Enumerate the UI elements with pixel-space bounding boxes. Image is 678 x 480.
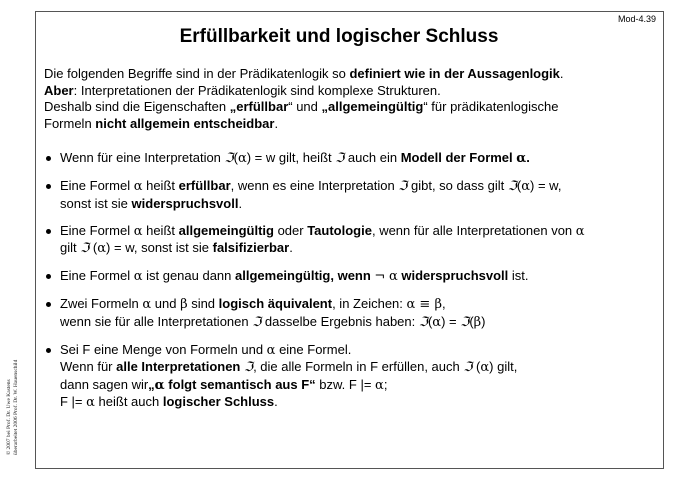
bullet-dot — [46, 274, 51, 279]
bullet-logischer-schluss: Sei F eine Menge von Formeln und α eine Formel. Wenn für alle Interpretationen ℑ, die alle Formeln in F erfüllen, auch ℑ (α) gilt, dann sagen wir„α folgt semantisch aus F“ bzw. F |= α; F |= α heißt auch logischer Schluss. — [44, 342, 654, 412]
intro-line-2: Aber: Interpretationen der Prädikatenlogik sind komplexe Strukturen. — [44, 82, 441, 98]
bullet-dot — [46, 348, 51, 353]
copyright-line: © 2007 bei Prof. Dr. Uwe Kastens — [6, 379, 12, 455]
bullet-dot — [46, 184, 51, 189]
bullet-dot — [46, 302, 51, 307]
definition-list — [44, 150, 654, 422]
bullet-dot — [46, 229, 51, 234]
bullet-erfuellbar: Eine Formel α heißt erfüllbar, wenn es eine Interpretation ℑ gibt, so dass gilt ℑ(α) = w, sonst ist sie widerspruchsvoll. — [44, 178, 654, 212]
bullet-widerspruchsvoll: Eine Formel α ist genau dann allgemeingültig, wenn ¬ α widerspruchsvoll ist. — [44, 268, 654, 286]
bullet-modell: Wenn für eine Interpretation ℑ(α) = w gilt, heißt ℑ auch ein Modell der Formel α. — [44, 150, 654, 168]
bullet-dot — [46, 156, 51, 161]
intro-line-4: Formeln nicht allgemein entscheidbar. — [44, 115, 279, 131]
slide-title: Erfüllbarkeit und logischer Schluss — [179, 26, 499, 47]
bullet-aequivalent: Zwei Formeln α und β sind logisch äquivalent, in Zeichen: α ≡ β, wenn sie für alle Interpretationen ℑ dasselbe Ergebnis haben: ℑ(α) = ℑ(β) — [44, 296, 654, 331]
copyright-note — [6, 325, 20, 455]
intro-paragraph — [44, 66, 644, 132]
revision-line: überarbeitet 2006 Prof. Dr. W. Hauenschild — [13, 359, 19, 455]
page-id: Mod-4.39 — [617, 14, 656, 24]
intro-line-1: Die folgenden Begriffe sind in der Prädikatenlogik so definiert wie in der Aussagenlogik. — [44, 66, 564, 81]
bullet-allgemeingueltig: Eine Formel α heißt allgemeingültig oder Tautologie, wenn für alle Interpretationen von α gilt ℑ (α) = w, sonst ist sie falsifizierbar. — [44, 223, 654, 258]
intro-line-3: Deshalb sind die Eigenschaften „erfüllbar“ und „allgemeingültig“ für prädikatenlogische — [44, 99, 559, 114]
